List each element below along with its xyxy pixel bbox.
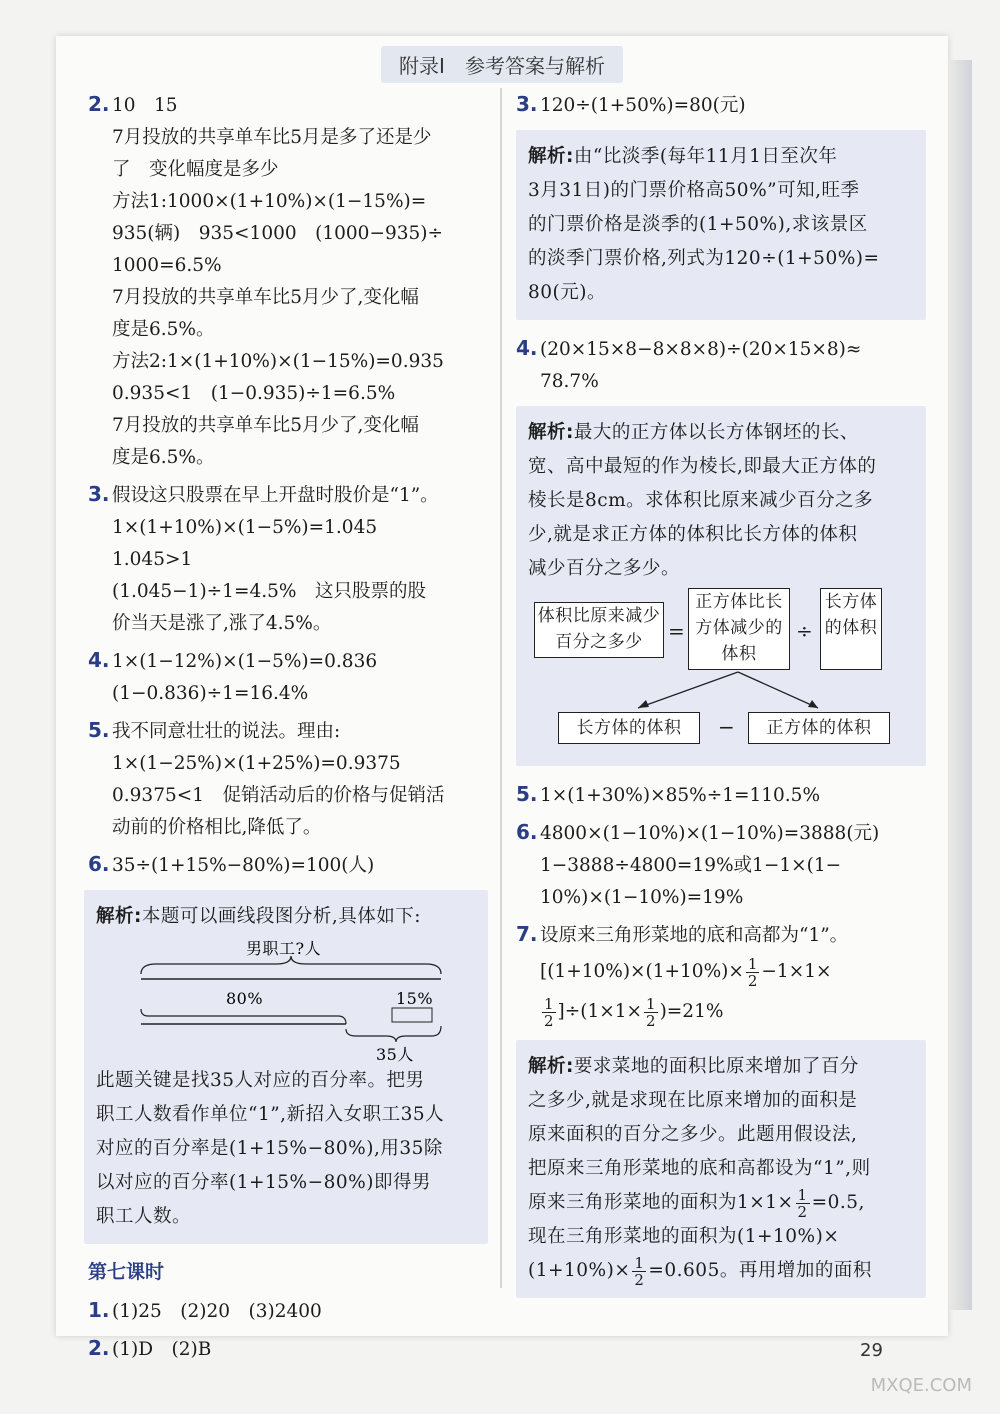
denominator: 2 xyxy=(646,1011,656,1030)
answer-line: 设原来三角形菜地的底和高都为“1”。 xyxy=(540,925,849,946)
answer-6 xyxy=(88,848,488,1244)
answer-line: 1×(1+10%)×(1−5%)=1.045 xyxy=(112,517,378,538)
answer-line: 我不同意壮壮的说法。理由: xyxy=(112,721,341,742)
analysis-label: 解析: xyxy=(528,1056,574,1077)
question-number: 6. xyxy=(516,820,538,844)
answer-r5 xyxy=(516,778,926,812)
answer-line: (1)D (2)B xyxy=(112,1339,212,1360)
formula-part: [(1+10%)×(1+10%)× xyxy=(540,961,744,982)
answer-line: 了 变化幅度是多少 xyxy=(112,159,279,180)
answer-line: (1)25 (2)20 (3)2400 xyxy=(112,1301,322,1322)
analysis-box xyxy=(516,406,926,766)
answer-line: 价当天是涨了,涨了4.5%。 xyxy=(112,613,332,634)
answer-line: 1−3888÷4800=19%或1−1×(1− xyxy=(540,855,842,876)
watermark-text: MXQE.COM xyxy=(870,1375,972,1396)
section-answer-1 xyxy=(88,1294,488,1328)
answer-line: 120÷(1+50%)=80(元) xyxy=(540,95,746,116)
pct-a-brace xyxy=(141,1009,346,1024)
analysis-line: 由“比淡季(每年11月1日至次年 xyxy=(573,146,838,167)
analysis-line: 宽、高中最短的作为棱长,即最大正方体的 xyxy=(528,456,877,477)
answer-r7 xyxy=(516,918,926,1298)
analysis-line: 之多少,就是求现在比原来增加的面积是 xyxy=(528,1090,858,1111)
formula-line-1 xyxy=(540,952,926,992)
section-answer-2 xyxy=(88,1332,488,1366)
diagram-equals: = xyxy=(668,619,686,643)
header-title: 附录Ⅰ 参考答案与解析 xyxy=(381,46,623,83)
question-number: 2. xyxy=(88,92,110,116)
answer-2 xyxy=(88,88,488,474)
answer-line: (20×15×8−8×8×8)÷(20×15×8)≈ xyxy=(540,339,862,360)
answer-r7-formula xyxy=(516,952,926,1032)
diagram-box-1: 体积比原来减少百分之多少 xyxy=(534,602,664,658)
diagram-box-5: 正方体的体积 xyxy=(748,712,890,744)
analysis-line: 要求菜地的面积比原来增加了百分 xyxy=(573,1056,859,1077)
answer-r4 xyxy=(516,332,926,766)
formula-line-2 xyxy=(540,992,926,1032)
analysis-line: 职工人数看作单位“1”,新招入女职工35人 xyxy=(96,1104,445,1125)
fraction-half xyxy=(746,956,760,989)
answer-line: 度是6.5%。 xyxy=(112,447,215,468)
answer-line: 1.045>1 xyxy=(112,549,193,570)
analysis-line: 以对应的百分率(1+15%−80%)即得男 xyxy=(96,1172,431,1193)
analysis-line: 最大的正方体以长方体钢坯的长、 xyxy=(573,422,859,443)
answer-line: 935(辆) 935<1000 (1000−935)÷ xyxy=(112,223,443,244)
analysis-line: 的门票价格是淡季的(1+50%),求该景区 xyxy=(528,214,868,235)
denominator: 2 xyxy=(797,1202,808,1221)
answer-line: 7月投放的共享单车比5月少了,变化幅 xyxy=(112,415,419,436)
analysis-line: 此题关键是找35人对应的百分率。把男 xyxy=(96,1070,425,1091)
denominator: 2 xyxy=(634,1270,645,1289)
diagram-box-3: 长方体的体积 xyxy=(820,588,882,670)
denominator: 2 xyxy=(747,971,758,990)
left-column xyxy=(88,88,488,1370)
answer-line: 35÷(1+15%−80%)=100(人) xyxy=(112,855,375,876)
analysis-text: 本题可以画线段图分析,具体如下: xyxy=(141,906,422,927)
question-number: 3. xyxy=(516,92,538,116)
answer-2-body xyxy=(88,122,488,474)
numerator: 1 xyxy=(544,994,554,1013)
analysis-line: 减少百分之多少。 xyxy=(528,558,681,579)
answer-line: 动前的价格相比,降低了。 xyxy=(112,817,322,838)
question-number: 6. xyxy=(88,852,110,876)
analysis-line: 少,就是求正方体的体积比长方体的体积 xyxy=(528,524,858,545)
page-edge xyxy=(950,60,972,1310)
answer-line: 10 15 xyxy=(112,95,178,116)
analysis-label: 解析: xyxy=(96,906,142,927)
column-divider xyxy=(500,88,502,1288)
question-number: 5. xyxy=(516,782,538,806)
arrow-right xyxy=(738,672,818,708)
answer-line: (1−0.836)÷1=16.4% xyxy=(112,683,309,704)
analysis-line: 把原来三角形菜地的底和高都设为“1”,则 xyxy=(528,1158,871,1179)
relation-diagram xyxy=(528,586,914,756)
answer-5-body xyxy=(88,748,488,844)
answer-line: 0.9375<1 促销活动后的价格与促销活 xyxy=(112,785,445,806)
analysis-box xyxy=(516,130,926,320)
question-number: 4. xyxy=(88,648,110,672)
fraction-half xyxy=(542,996,556,1029)
fraction-half xyxy=(796,1187,810,1220)
bottom-brace xyxy=(346,1026,441,1042)
question-number: 7. xyxy=(516,922,538,946)
answer-line: 10%)×(1−10%)=19% xyxy=(540,887,744,908)
answer-3-body xyxy=(88,512,488,640)
page-number: 29 xyxy=(860,1340,883,1361)
diagram-bottom-label: 35人 xyxy=(376,1045,414,1064)
answer-4-body xyxy=(88,678,488,710)
answer-line: 1000=6.5% xyxy=(112,255,222,276)
fraction-half xyxy=(632,1255,646,1288)
question-number: 2. xyxy=(88,1336,110,1360)
analysis-line: 对应的百分率是(1+15%−80%),用35除 xyxy=(96,1138,443,1159)
answer-line: 假设这只股票在早上开盘时股价是“1”。 xyxy=(112,485,439,506)
answer-r3 xyxy=(516,88,926,320)
analysis-part: 原来三角形菜地的面积为1×1× xyxy=(528,1192,794,1213)
numerator: 1 xyxy=(747,954,758,973)
segment-diagram xyxy=(96,934,466,1064)
formula-part: −1×1× xyxy=(761,961,832,982)
numerator: 1 xyxy=(797,1185,808,1204)
watermark xyxy=(832,1335,972,1405)
formula-part: )=21% xyxy=(659,1001,724,1022)
answer-r6-body xyxy=(516,850,926,914)
diagram-divide: ÷ xyxy=(796,619,814,643)
analysis-line xyxy=(528,1186,914,1220)
fraction-half xyxy=(644,996,658,1029)
diagram-top-label: 男职工?人 xyxy=(246,939,322,958)
answer-line: 方法1:1000×(1+10%)×(1−15%)= xyxy=(112,191,427,212)
analysis-label: 解析: xyxy=(528,146,574,167)
analysis-part: (1+10%)× xyxy=(528,1260,631,1281)
analysis-part: =0.605。再用增加的面积 xyxy=(648,1260,872,1281)
answer-5 xyxy=(88,714,488,844)
diagram-box-4: 长方体的体积 xyxy=(558,712,700,744)
answer-line: 7月投放的共享单车比5月是多了还是少 xyxy=(112,127,432,148)
numerator: 1 xyxy=(634,1253,645,1272)
answer-line: 方法2:1×(1+10%)×(1−15%)=0.935 xyxy=(112,351,444,372)
page-header xyxy=(56,46,948,82)
answer-line: (1.045−1)÷1=4.5% 这只股票的股 xyxy=(112,581,426,602)
answer-line: 0.935<1 (1−0.935)÷1=6.5% xyxy=(112,383,396,404)
denominator: 2 xyxy=(544,1011,554,1030)
pct-b-box xyxy=(392,1008,432,1022)
analysis-line: 的淡季门票价格,列式为120÷(1+50%)= xyxy=(528,248,880,269)
right-column xyxy=(516,88,926,1310)
analysis-line xyxy=(528,1254,914,1288)
diagram-pct-a: 80% xyxy=(226,989,264,1008)
question-number: 3. xyxy=(88,482,110,506)
diagram-minus: − xyxy=(718,715,736,739)
section-title: 第七课时 xyxy=(88,1261,165,1283)
answer-4 xyxy=(88,644,488,710)
analysis-label: 解析: xyxy=(528,422,574,443)
arrow-left xyxy=(638,672,738,708)
analysis-box xyxy=(84,890,488,1244)
answer-line: 度是6.5%。 xyxy=(112,319,215,340)
answer-line: 1×(1+30%)×85%÷1=110.5% xyxy=(540,785,821,806)
diagram-box-2: 正方体比长方体减少的体积 xyxy=(688,588,790,670)
answer-line: 4800×(1−10%)×(1−10%)=3888(元) xyxy=(540,823,880,844)
answer-line: 1×(1−25%)×(1+25%)=0.9375 xyxy=(112,753,401,774)
formula-part: ]÷(1×1× xyxy=(557,1001,643,1022)
question-number: 4. xyxy=(516,336,538,360)
answer-line: 1×(1−12%)×(1−5%)=0.836 xyxy=(112,651,378,672)
analysis-line: 原来面积的百分之多少。此题用假设法, xyxy=(528,1124,858,1145)
arrowhead-left xyxy=(638,700,649,708)
answer-line: 7月投放的共享单车比5月少了,变化幅 xyxy=(112,287,419,308)
answer-r6 xyxy=(516,816,926,914)
question-number: 5. xyxy=(88,718,110,742)
analysis-box xyxy=(516,1040,926,1298)
analysis-line: 棱长是8cm。求体积比原来减少百分之多 xyxy=(528,490,874,511)
question-number: 1. xyxy=(88,1298,110,1322)
analysis-line: 80(元)。 xyxy=(528,282,606,303)
diagram-pct-b: 15% xyxy=(396,989,434,1008)
numerator: 1 xyxy=(646,994,656,1013)
analysis-line: 职工人数。 xyxy=(96,1206,192,1227)
analysis-line: 现在三角形菜地的面积为(1+10%)× xyxy=(528,1226,840,1247)
answer-3 xyxy=(88,478,488,640)
analysis-part: =0.5, xyxy=(811,1192,865,1213)
answer-line: 78.7% xyxy=(540,371,599,392)
top-brace xyxy=(141,956,441,974)
analysis-line: 3月31日)的门票价格高50%”可知,旺季 xyxy=(528,180,860,201)
